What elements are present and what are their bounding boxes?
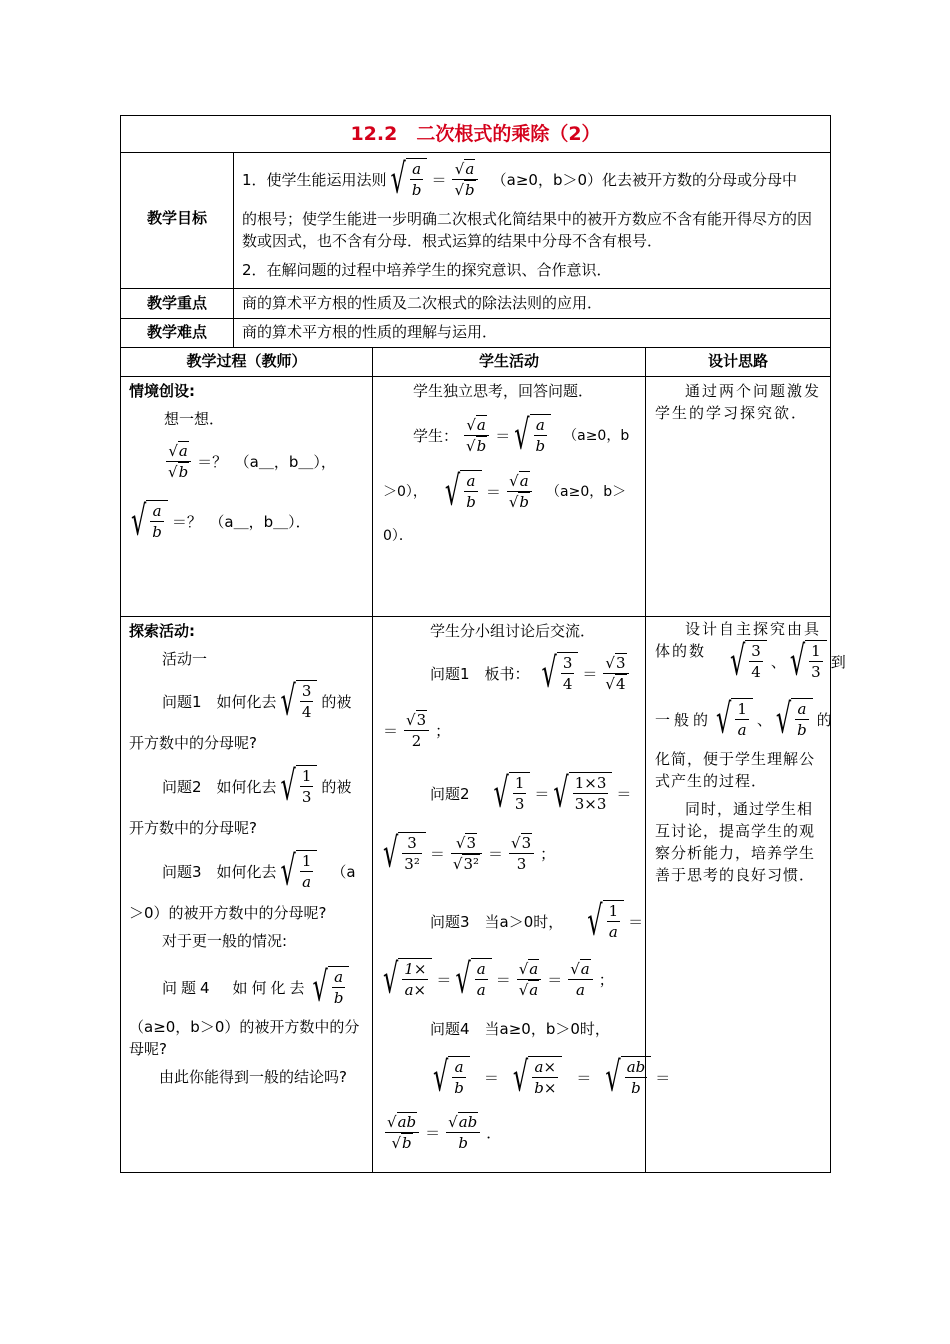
s2-student-q4: 问题4 当a≥0，b＞0时， <box>430 1020 610 1038</box>
s2-general: 对于更一般的情况: <box>162 932 288 950</box>
goal1-prefix: 1．使学生能运用法则 <box>242 170 387 189</box>
s2-student-q2: 问题2 √ $\frac{1}{3}$ ＝ √ $\frac{1\times 3}{3\times 3}$ ＝ <box>430 769 632 817</box>
goal1-line: 1．使学生能运用法则 √ $\frac{a}{b}$ ＝ $\frac{√a}{√b}$ （a≥0，b＞0）化去被开方数的分母或分母中 <box>242 155 798 203</box>
s2-p1-tail: 开方数中的分母呢? <box>129 734 257 752</box>
goal1-condition: （a≥0，b＞0）化去被开方数的分母或分母中 <box>491 170 798 189</box>
s2-student-q3: 问题3 当a＞0时， √ $\frac{1}{a}$ ＝ <box>430 897 644 945</box>
s2-p3: 问题3 如何化去 √ $\frac{1}{a}$ （a <box>162 847 356 895</box>
difficult-label: 教学难点 <box>146 323 207 341</box>
s2-student-q3b: √ $\frac{1\times}{a\times}$ ＝ √ $\frac{a}{a}$ ＝ $\frac{√a}{√a}$ ＝ $\frac{√a}{a}$ ； <box>383 955 614 1003</box>
s2-p2: 问题2 如何化去 √ $\frac{1}{3}$ 的被 <box>162 762 352 810</box>
sqrta-over-sqrtb: $\frac{√a}{√b}$ <box>452 159 477 200</box>
s2-student-q4c: $\frac{√ab}{√b}$ ＝ $\frac{√ab}{b}$ ． <box>387 1113 502 1152</box>
s1-student-eq1: 学生： $\frac{√a}{√b}$ ＝ √ $\frac{a}{b}$ （a≥0，b <box>413 411 630 459</box>
col-student: 学生活动 <box>478 352 539 370</box>
goals-label: 教学目标 <box>146 209 207 227</box>
col-design: 设计思路 <box>707 352 768 370</box>
goal2: 2．在解问题的过程中培养学生的探究意识、合作意识． <box>242 261 612 279</box>
s1-q2: √ $\frac{a}{b}$ ＝？ （a＿，b＿）． <box>131 497 311 545</box>
s2-design3: 化简，便于学生理解公式产生的过程． <box>655 750 816 790</box>
s2-p2-tail: 开方数中的分母呢? <box>129 819 257 837</box>
s2-design-numbers: √ $\frac{3}{4}$ 、 √ $\frac{1}{3}$ 到 <box>730 637 846 685</box>
col-teacher: 教学过程（教师） <box>186 352 307 370</box>
s1-design: 通过两个问题激发学生的学习探究欲． <box>655 382 822 422</box>
s1-student-tail: 0）． <box>383 528 413 544</box>
s2-p4: 问题4 如何化去 √ $\frac{a}{b}$ <box>162 966 349 1008</box>
s2-student-q1: 问题1 板书： √ $\frac{3}{4}$ ＝ $\frac{√3}{√4}$ <box>430 652 631 694</box>
s2-conclusion: 由此你能得到一般的结论吗? <box>159 1068 347 1086</box>
s2-student-q4b: √ $\frac{a}{b}$ ＝ √ $\frac{a\times}{b\times}$ ＝ √ $\frac{ab}{b}$ ＝ <box>433 1053 671 1101</box>
s2-teacher-heading: 探索活动: <box>129 622 195 640</box>
s2-student-q2b: √ $\frac{3}{\text{3²}}$ ＝ $\frac{√3}{\text{√3²}}$ ＝ $\frac{√3}{3}$ ； <box>383 829 556 877</box>
s1-student-line1: 学生独立思考，回答问题． <box>413 382 594 400</box>
s2-p4-tail: （a≥0，b＞0）的被开方数中的分母呢? <box>129 1018 360 1058</box>
s2-design-line2: 一般的 √ $\frac{1}{a}$ 、 √ $\frac{a}{b}$ 的 <box>655 695 832 743</box>
table-border-bottom <box>120 1172 831 1173</box>
s2-student-line1: 学生分小组讨论后交流． <box>430 622 596 640</box>
s2-student-q1b: ＝ $\frac{√3}{2}$ ； <box>383 711 451 750</box>
s2-p1: 问题1 如何化去 √ $\frac{3}{4}$ 的被 <box>162 677 352 725</box>
s2-p3-tail: ＞0）的被开方数中的分母呢? <box>129 904 327 922</box>
page-title: 12.2 二次根式的乘除（2） <box>350 123 601 145</box>
s2-design1-text: 设计自主探究由具体的数 <box>655 620 822 660</box>
key-text: 商的算术平方根的性质及二次根式的除法法则的应用． <box>242 294 603 312</box>
s1-student-eq2: ＞0）， √ $\frac{a}{b}$ ＝ $\frac{√a}{√b}$ （a≥0，b＞ <box>383 467 627 515</box>
s1-teacher-line1: 想一想． <box>164 410 225 428</box>
goal1-rest: 的根号；使学生能进一步明确二次根式化简结果中的被开方数应不含有能开得尽方的因数或因式，也不含有分母．根式运算的结果中分母不含有根号． <box>242 210 813 250</box>
table-border-left <box>120 115 121 1173</box>
sqrt-a-over-b: √ $\frac{a}{b}$ <box>391 158 428 200</box>
s1-q1: $\frac{√a}{√b}$ ＝？ （a＿，b＿）， <box>168 442 336 481</box>
s2-activity: 活动一 <box>162 650 208 668</box>
s2-design4: 同时，通过学生相互讨论，提高学生的观察分析能力，培养学生善于思考的良好习惯． <box>655 800 816 884</box>
key-label: 教学重点 <box>146 294 207 312</box>
difficult-text: 商的算术平方根的性质的理解与运用． <box>242 323 498 341</box>
s1-teacher-heading: 情境创设: <box>129 382 195 400</box>
